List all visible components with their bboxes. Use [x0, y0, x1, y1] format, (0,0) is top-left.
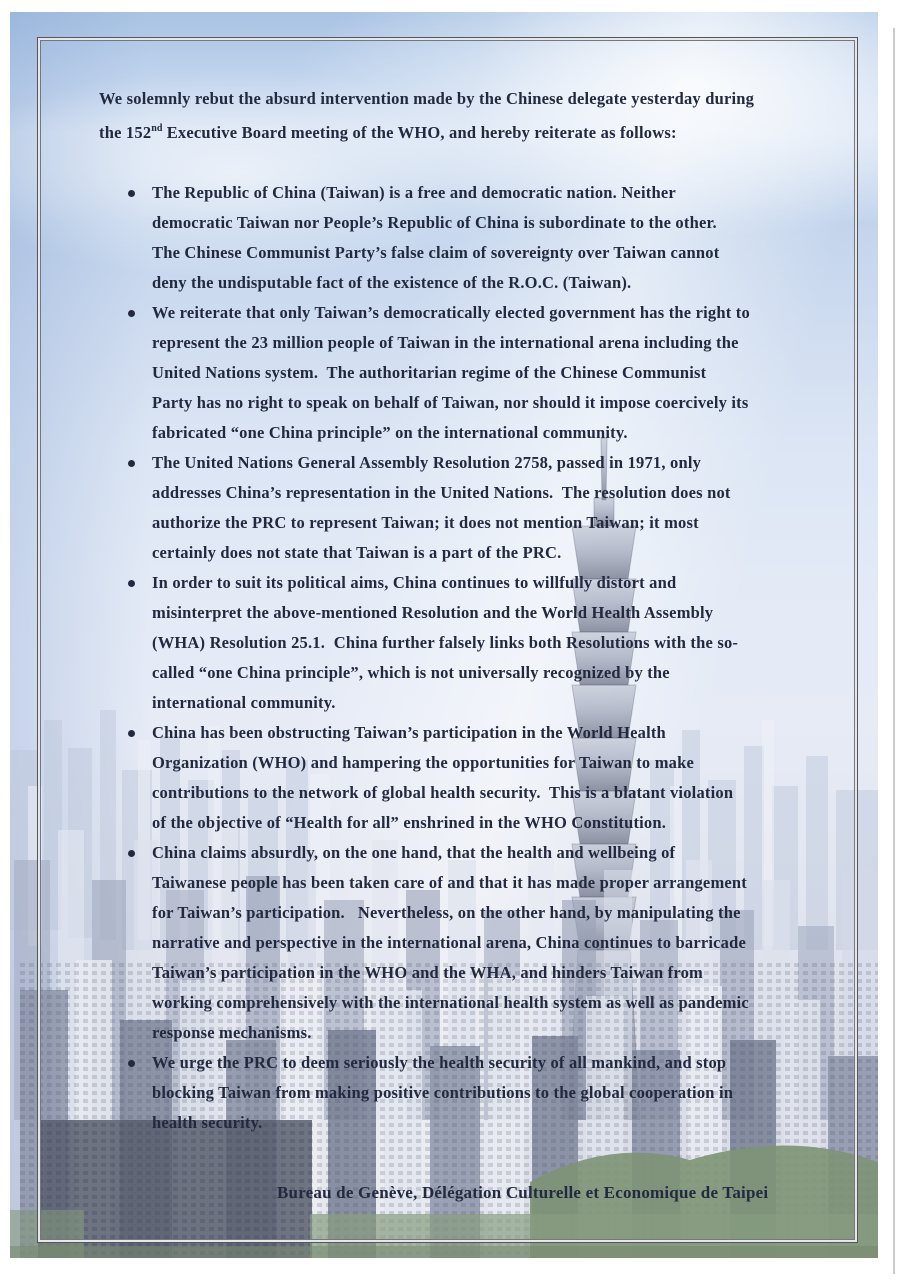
bullet-dot-icon	[126, 178, 152, 208]
bullet-text	[152, 178, 842, 298]
text-line: international community.	[152, 693, 336, 712]
bullet-dot-icon	[126, 1048, 152, 1078]
bullet-dot-icon	[126, 568, 152, 598]
bullet-text	[152, 298, 842, 448]
text-line: called “one China principle”, which is not universally recognized by the	[152, 663, 670, 682]
text-line: response mechanisms.	[152, 1023, 312, 1042]
text-line: The Chinese Communist Party’s false claim of sovereignty over Taiwan cannot	[152, 243, 720, 262]
bullet-dot-icon	[126, 298, 152, 328]
text-line: working comprehensively with the international health system as well as pandemic	[152, 993, 749, 1012]
list-item	[126, 1048, 842, 1138]
text-line: represent the 23 million people of Taiwan in the international arena including the	[152, 333, 739, 352]
text-line: Organization (WHO) and hampering the opportunities for Taiwan to make	[152, 753, 694, 772]
list-item	[126, 448, 842, 568]
bullet-text	[152, 718, 842, 838]
document-body	[10, 12, 878, 1258]
text-line: deny the undisputable fact of the existence of the R.O.C. (Taiwan).	[152, 273, 632, 292]
intro-paragraph	[99, 84, 815, 144]
text-line: misinterpret the above-mentioned Resolution and the World Health Assembly	[152, 603, 714, 622]
text-line: In order to suit its political aims, China continues to willfully distort and	[152, 573, 677, 592]
bullet-text	[152, 838, 842, 1048]
ordinal-superscript: nd	[151, 123, 163, 134]
bullet-list	[126, 178, 842, 1138]
bullet-dot-icon	[126, 448, 152, 478]
signature-line: Bureau de Genève, Délégation Culturelle et Economique de Taipei	[277, 1183, 769, 1202]
text-line: We urge the PRC to deem seriously the health security of all mankind, and stop	[152, 1053, 727, 1072]
list-item	[126, 568, 842, 718]
bullet-dot-icon	[126, 718, 152, 748]
text-line: (WHA) Resolution 25.1. China further falsely links both Resolutions with the so-	[152, 633, 739, 652]
photo-background	[10, 12, 878, 1258]
text-line: fabricated “one China principle” on the international community.	[152, 423, 628, 442]
text-line: contributions to the network of global health security. This is a blatant violation	[152, 783, 734, 802]
text-line: The United Nations General Assembly Resolution 2758, passed in 1971, only	[152, 453, 702, 472]
text-line: the 152nd Executive Board meeting of the WHO, and hereby reiterate as follows:	[99, 123, 677, 142]
text-line: democratic Taiwan nor People’s Republic of China is subordinate to the other.	[152, 213, 717, 232]
text-line: addresses China’s representation in the United Nations. The resolution does not	[152, 483, 731, 502]
list-item	[126, 178, 842, 298]
text-line: blocking Taiwan from making positive contributions to the global cooperation in	[152, 1083, 734, 1102]
list-item	[126, 298, 842, 448]
text-line: authorize the PRC to represent Taiwan; it does not mention Taiwan; it most	[152, 513, 699, 532]
text-line: health security.	[152, 1113, 263, 1132]
text-line: for Taiwan’s participation. Nevertheless, on the other hand, by manipulating the	[152, 903, 741, 922]
list-item	[126, 838, 842, 1048]
text-line: Taiwan’s participation in the WHO and the WHA, and hinders Taiwan from	[152, 963, 703, 982]
text-line: We solemnly rebut the absurd intervention made by the Chinese delegate yesterday during	[99, 89, 755, 108]
text-line: The Republic of China (Taiwan) is a free and democratic nation. Neither	[152, 183, 676, 202]
text-line: United Nations system. The authoritarian regime of the Chinese Communist	[152, 363, 707, 382]
text-line: certainly does not state that Taiwan is a part of the PRC.	[152, 543, 562, 562]
text-line: Party has no right to speak on behalf of Taiwan, nor should it impose coercively its	[152, 393, 749, 412]
text-line: China claims absurdly, on the one hand, that the health and wellbeing of	[152, 843, 676, 862]
text-line: China has been obstructing Taiwan’s participation in the World Health	[152, 723, 666, 742]
bullet-text	[152, 1048, 842, 1138]
bullet-text	[152, 448, 842, 568]
list-item	[126, 718, 842, 838]
bullet-dot-icon	[126, 838, 152, 868]
bullet-text	[152, 568, 842, 718]
text-line: Taiwanese people has been taken care of and that it has made proper arrangement	[152, 873, 747, 892]
scan-edge-shadow	[893, 28, 895, 1274]
text-line: narrative and perspective in the international arena, China continues to barricade	[152, 933, 747, 952]
text-line: of the objective of “Health for all” enshrined in the WHO Constitution.	[152, 813, 667, 832]
text-line: We reiterate that only Taiwan’s democratically elected government has the right to	[152, 303, 750, 322]
